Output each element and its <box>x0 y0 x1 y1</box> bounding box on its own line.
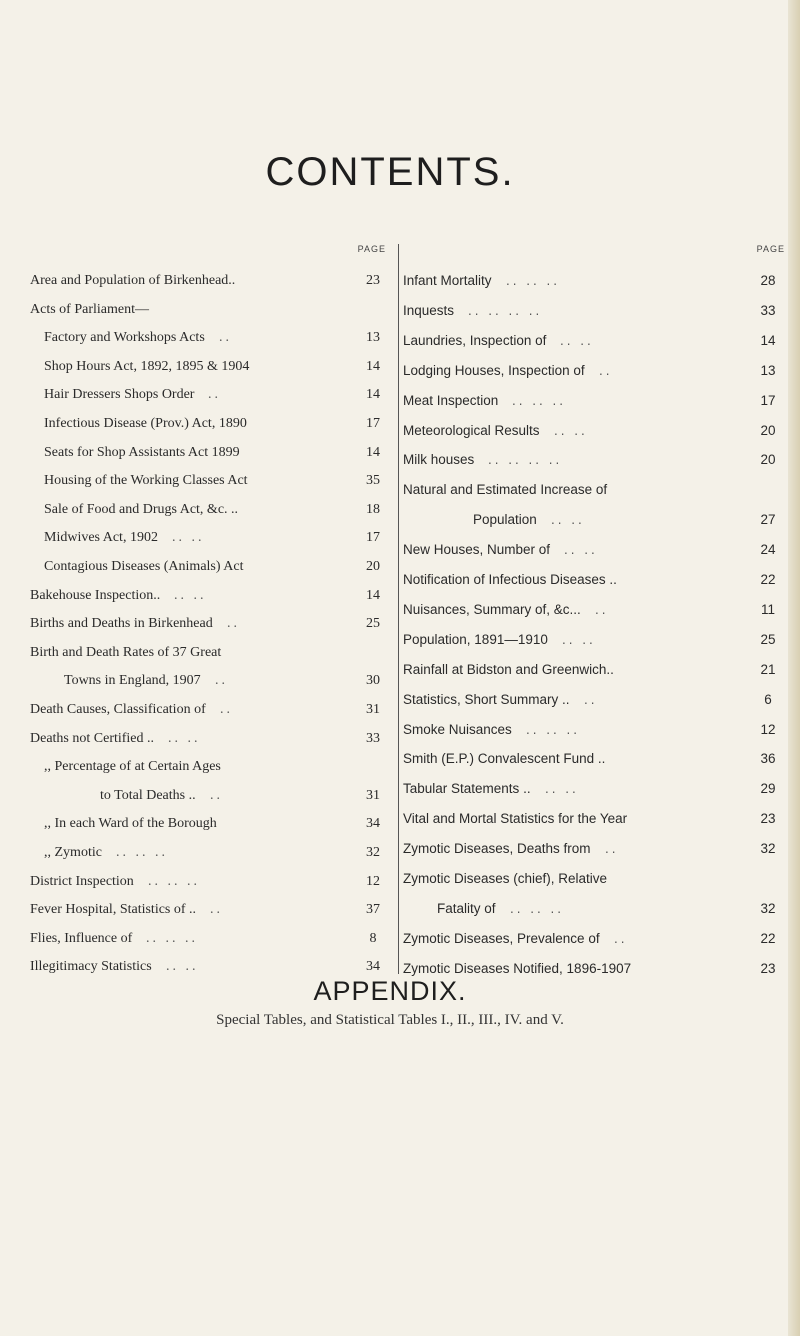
contents-entry <box>30 497 390 523</box>
entry-label: Death Causes, Classification of <box>30 702 206 717</box>
contents-entry <box>30 382 390 408</box>
page-column-header: PAGE <box>357 244 386 254</box>
contents-entry <box>30 726 390 752</box>
contents-entry <box>403 776 785 802</box>
page-title: CONTENTS. <box>265 150 515 194</box>
entry-page-number: 32 <box>760 900 776 916</box>
entry-page-number: 25 <box>760 631 776 647</box>
contents-entry <box>30 525 390 551</box>
entry-page-number: 6 <box>764 691 772 707</box>
contents-entry <box>403 896 785 922</box>
entry-leader-dots: .. .. .. .. <box>468 302 543 318</box>
entry-page-number: 31 <box>366 702 380 717</box>
entry-label: Bakehouse Inspection.. <box>30 587 161 603</box>
contents-entry <box>403 418 785 444</box>
contents-entry <box>403 537 785 563</box>
entry-label: Laundries, Inspection of <box>403 332 547 348</box>
entry-leader-dots: .. .. .. <box>146 930 198 946</box>
contents-entry <box>30 783 390 809</box>
entry-label: Infectious Disease (Prov.) Act, 1890 <box>44 416 247 431</box>
entry-page-number: 12 <box>760 721 776 737</box>
entry-label: Statistics, Short Summary .. <box>403 691 570 707</box>
contents-entry <box>403 627 785 653</box>
entry-page-number: 14 <box>366 587 380 603</box>
entry-leader-dots: .. .. <box>554 422 588 438</box>
entry-label: Towns in England, 1907 <box>64 673 201 689</box>
contents-entry <box>403 597 785 623</box>
entry-label: Housing of the Working Classes Act <box>44 473 248 489</box>
contents-entry <box>403 477 785 503</box>
entry-leader-dots: .. <box>220 702 233 717</box>
entry-page-number: 14 <box>366 444 380 460</box>
contents-entry <box>30 325 390 351</box>
entry-leader-dots: .. <box>605 841 619 857</box>
entry-page-number: 13 <box>366 330 380 346</box>
contents-entry <box>403 388 785 414</box>
contents-entry <box>30 811 390 837</box>
entry-label: District Inspection <box>30 873 134 889</box>
entry-page-number: 14 <box>366 387 380 403</box>
entry-label: Smoke Nuisances <box>403 721 512 737</box>
entry-label: Contagious Diseases (Animals) Act <box>44 559 244 574</box>
entry-label: Sale of Food and Drugs Act, &c. .. <box>44 501 239 517</box>
entry-label: Fever Hospital, Statistics of .. <box>30 902 197 918</box>
entry-label: to Total Deaths .. <box>100 787 196 803</box>
entry-page-number: 20 <box>760 452 776 468</box>
entry-label: Factory and Workshops Acts <box>44 330 205 346</box>
page-column-header: PAGE <box>756 244 785 254</box>
entry-page-number: 23 <box>366 273 380 288</box>
entry-label: Zymotic Diseases, Deaths from <box>403 841 591 857</box>
entry-leader-dots: .. .. .. .. <box>488 452 563 468</box>
entry-leader-dots: .. <box>210 902 223 918</box>
entry-leader-dots: .. .. <box>174 587 207 603</box>
entry-label: Milk houses <box>403 452 475 468</box>
appendix-description: Special Tables, and Statistical Tables I., II., III., IV. and V. <box>216 1012 564 1028</box>
entry-leader-dots: .. .. .. <box>116 845 168 860</box>
contents-entry <box>403 298 785 324</box>
entry-label: Zymotic Diseases (chief), Relative <box>403 871 608 886</box>
contents-entry <box>403 866 785 892</box>
entry-page-number: 23 <box>760 811 776 827</box>
column-divider <box>398 244 399 974</box>
entry-page-number: 24 <box>760 542 776 558</box>
entry-leader-dots: .. <box>584 691 598 707</box>
contents-entry <box>30 611 390 637</box>
entry-label: Meat Inspection <box>403 392 499 408</box>
entry-leader-dots: .. .. <box>168 730 201 746</box>
entry-leader-dots: .. .. <box>166 959 199 975</box>
entry-leader-dots: .. .. <box>172 530 205 546</box>
entry-page-number: 27 <box>760 512 776 528</box>
entry-leader-dots: .. <box>208 387 221 403</box>
entry-label: Birth and Death Rates of 37 Great <box>30 644 222 660</box>
contents-entry <box>403 567 785 593</box>
entry-page-number: 20 <box>366 559 380 574</box>
entry-page-number: 28 <box>760 273 776 288</box>
contents-entry <box>30 897 390 923</box>
entry-page-number: 17 <box>366 416 380 431</box>
entry-label: Nuisances, Summary of, &c... <box>403 601 581 617</box>
entry-page-number: 32 <box>366 845 380 860</box>
entry-label: New Houses, Number of <box>403 542 551 558</box>
entry-label: Shop Hours Act, 1892, 1895 & 1904 <box>44 358 250 374</box>
entry-label: Zymotic Diseases Notified, 1896-1907 <box>403 960 632 976</box>
entry-page-number: 13 <box>760 362 776 378</box>
entry-page-number: 22 <box>760 572 776 587</box>
contents-entry <box>30 668 390 694</box>
contents-entry <box>30 583 390 609</box>
entry-label: Births and Deaths in Birkenhead <box>30 616 213 632</box>
contents-entry <box>30 440 390 466</box>
entry-page-number: 20 <box>760 422 776 438</box>
entry-leader-dots: .. .. .. <box>512 392 567 408</box>
entry-page-number: 14 <box>760 332 776 348</box>
entry-page-number: 11 <box>760 601 775 617</box>
entry-leader-dots: .. <box>614 930 628 946</box>
entry-leader-dots: .. <box>599 362 613 378</box>
entry-label: Meteorological Results <box>403 422 540 438</box>
entry-leader-dots: .. .. .. <box>148 873 200 889</box>
entry-leader-dots: .. <box>595 601 609 617</box>
contents-entry <box>403 657 785 683</box>
entry-leader-dots: .. .. .. <box>510 900 565 916</box>
contents-entry <box>403 507 785 533</box>
entry-label: ,, Zymotic <box>44 845 102 860</box>
entry-page-number: 12 <box>366 873 380 889</box>
contents-entry <box>403 328 785 354</box>
entry-page-number: 37 <box>366 902 380 918</box>
entry-page-number: 21 <box>760 661 776 677</box>
entry-page-number: 22 <box>760 930 776 946</box>
contents-entry <box>30 840 390 866</box>
entry-page-number: 34 <box>366 816 380 832</box>
contents-entry <box>30 926 390 952</box>
entry-label: Area and Population of Birkenhead.. <box>30 273 236 288</box>
entry-page-number: 35 <box>366 473 380 489</box>
contents-entry <box>403 268 785 294</box>
entry-page-number: 17 <box>366 530 380 546</box>
entry-leader-dots: .. <box>210 787 223 803</box>
entry-page-number: 36 <box>760 751 776 767</box>
contents-entry <box>30 554 390 580</box>
entry-page-number: 30 <box>366 673 380 689</box>
entry-page-number: 33 <box>366 730 380 746</box>
contents-entry <box>30 754 390 780</box>
entry-page-number: 25 <box>366 616 380 632</box>
entry-label: Tabular Statements .. <box>403 781 531 797</box>
entry-leader-dots: .. .. <box>560 332 594 348</box>
entry-leader-dots: .. <box>227 616 240 632</box>
entry-leader-dots: .. .. <box>545 781 579 797</box>
entry-label: Natural and Estimated Increase of <box>403 482 608 498</box>
entry-page-number: 14 <box>366 358 380 374</box>
entry-label: ,, Percentage of at Certain Ages <box>44 759 221 775</box>
entry-page-number: 8 <box>369 930 377 946</box>
entry-leader-dots: .. <box>219 330 232 346</box>
contents-entry <box>30 640 390 666</box>
entry-label: Flies, Influence of <box>30 930 133 946</box>
contents-entry <box>403 836 785 862</box>
contents-entry <box>403 358 785 384</box>
contents-entry <box>30 869 390 895</box>
entry-label: Zymotic Diseases, Prevalence of <box>403 930 600 946</box>
entry-leader-dots: .. .. <box>564 542 598 558</box>
contents-entry <box>30 268 390 294</box>
contents-entry <box>403 746 785 772</box>
entry-label: Fatality of <box>437 900 496 916</box>
entry-label: ,, In each Ward of the Borough <box>44 816 217 832</box>
entry-leader-dots: .. .. <box>551 512 585 528</box>
entry-page-number: 31 <box>366 787 380 803</box>
entry-leader-dots: .. .. <box>562 631 596 647</box>
contents-entry <box>30 354 390 380</box>
entry-label: Rainfall at Bidston and Greenwich.. <box>403 661 614 677</box>
entry-page-number: 33 <box>760 302 776 318</box>
contents-entry <box>30 297 390 323</box>
entry-label: Deaths not Certified .. <box>30 730 155 746</box>
entry-label: Population, 1891—1910 <box>403 631 548 647</box>
entry-leader-dots: .. .. .. <box>506 273 561 288</box>
entry-label: Hair Dressers Shops Order <box>44 387 195 403</box>
contents-entry <box>403 806 785 832</box>
entry-page-number: 32 <box>760 841 776 857</box>
entry-leader-dots: .. <box>215 673 228 689</box>
entry-label: Midwives Act, 1902 <box>44 530 158 546</box>
entry-page-number: 17 <box>760 392 776 408</box>
entry-label: Vital and Mortal Statistics for the Year <box>403 811 628 827</box>
entry-page-number: 29 <box>760 781 776 797</box>
entry-label: Inquests <box>403 302 455 318</box>
entry-label: Infant Mortality <box>403 273 492 288</box>
entry-label: Lodging Houses, Inspection of <box>403 362 585 378</box>
entry-label: Illegitimacy Statistics <box>30 959 152 975</box>
entry-page-number: 23 <box>760 960 776 976</box>
entry-label: Seats for Shop Assistants Act 1899 <box>44 444 240 460</box>
entry-label: Smith (E.P.) Convalescent Fund .. <box>403 751 606 767</box>
entry-label: Population <box>473 512 537 528</box>
contents-entry <box>403 717 785 743</box>
entry-leader-dots: .. .. .. <box>526 721 581 737</box>
contents-entry <box>30 411 390 437</box>
entry-label: Acts of Parliament— <box>30 301 149 317</box>
entry-page-number: 18 <box>366 501 380 517</box>
contents-entry <box>403 447 785 473</box>
entry-page-number: 34 <box>366 959 380 975</box>
page-edge <box>788 0 800 1336</box>
contents-entry <box>403 926 785 952</box>
appendix-heading: APPENDIX. <box>313 976 467 1006</box>
contents-entry <box>403 687 785 713</box>
entry-label: Notification of Infectious Diseases .. <box>403 572 617 587</box>
contents-entry <box>30 468 390 494</box>
contents-entry <box>30 697 390 723</box>
